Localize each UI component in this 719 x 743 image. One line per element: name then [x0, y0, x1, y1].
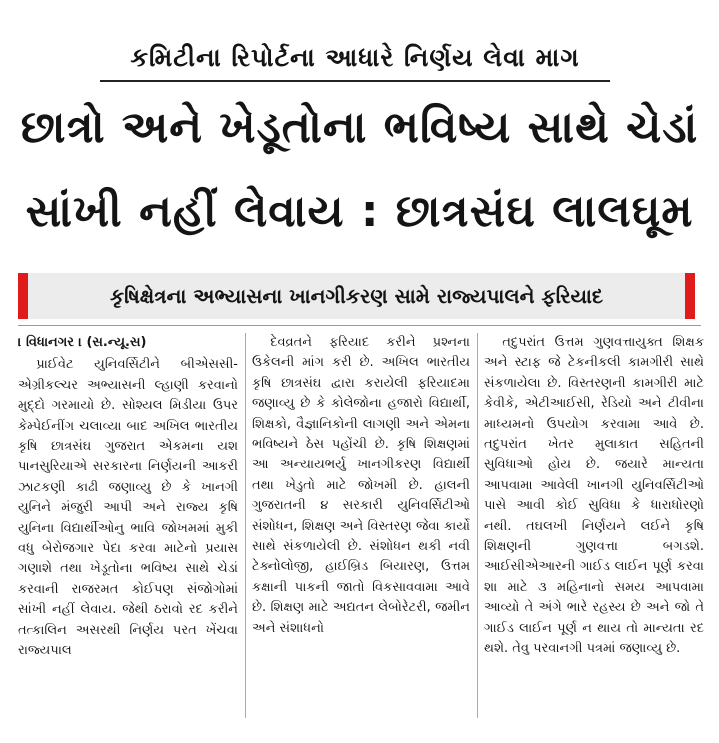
article-column-3 — [484, 333, 704, 725]
main-headline-line-1: છાત્રો અને ખેડૂતોના ભવિષ્ય સાથે ચેડાં — [20, 102, 699, 153]
column-separator — [477, 333, 478, 718]
kicker-headline: કમિટીના રિપોર્ટના આધારે નિર્ણય લેવા માગ — [100, 36, 610, 82]
article-column-1 — [18, 333, 238, 725]
dateline: । વિધાનગર । (સ.ન્યૂ.સ) — [18, 335, 147, 350]
main-headline-line-2: સાંખી નહીં લેવાય : છાત્રસંઘ લાલઘૂમ — [25, 186, 694, 237]
column-1-text: પ્રાઈવેટ યુનિવર્સિટીને બીએસસી-એગ્રીકલ્ચર અભ્યાસની લ્હાણી કરવાનો મુદ્દો ગરમાયો છે. સોશ્યલ મિડીયા ઉપર કેમ્પેઈનીંગ ચલાવ્યા બાદ અખિલ ભારતીય કૃષિ છાત્રસંઘ ગુજરાત એકમના યશ પાનસુરિયાએ સરકારના નિર્ણયની આકરી ઝાટકણી કાઢી જણાવ્યુ છે કે ખાનગી યુનિને મંજુરી આપી અને રાજ્ય કૃષિ યુનિના વિદ્યાર્થીઓનુ ભાવિ જોખમમાં મુકી વધુ બેરોજગાર પેદા કરવા માટેનો પ્રયાસ ગણાશે તથા ખેડૂતોના ભવિષ્ય સાથે ચેડાં કરવાની રાજરમત કોઈપણ સંજોગોમાં સાંખી નહીં લેવાય. જેથી ઠરાવો રદ કરીને તત્કાલિન અસરથી નિર્ણય પરત ખેંચવા રાજ્યપાલ — [18, 357, 238, 659]
subheadline-banner: કૃષિક્ષેત્રના અભ્યાસના ખાનગીકરણ સામે રાજ્યપાલને ફરિયાદ — [18, 273, 695, 319]
column-separator — [245, 333, 246, 718]
column-2-text: દેવવ્રતને ફરિયાદ કરીને પ્રશ્નના ઉકેલની માંગ કરી છે. અખિલ ભારતીય કૃષિ છાત્રસંઘ દ્વારા કરાયેલી ફરિયાદમા જણાવ્યુ છે કે કોલેજોના હજારો વિદ્યાર્થી, શિક્ષકો, વૈજ્ઞાનિકોની લાગણી અને એમના ભવિષ્યને ઠેસ પહોંચી છે. કૃષિ શિક્ષણમાં આ અન્યાયભર્યુ ખાનગીકરણ વિદ્યાર્થી તથા ખેડુતો માટે જોખમી છે. હાલની ગુજરાતની ૪ સરકારી યુનિવર્સિટીઓ સંશોધન, શિક્ષણ અને વિસ્તરણ જેવા કાર્યો સાથે સંકળાયેલી છે. સંશોધન થકી નવી ટેક્નોલોજી, હાઈબ્રિડ બિયારણ, ઉત્તમ કક્ષાની પાકની જાતો વિકસાવવામા આવે છે. શિક્ષણ માટે અદ્યતન લેબોરેટરી, જમીન અને સંશાધનો — [252, 335, 470, 636]
column-3-text: તદુપરાંત ઉત્તમ ગુણવત્તાયુક્ત શિક્ષક અને સ્ટાફ જે ટેકનીકલી કામગીરી સાથે સંકળાયેલા છે. વિસ્તરણની કામગીરી માટે કેવીકે, એટીઆઈસી, રેડિયો અને ટીવીના માધ્યમનો ઉપયોગ કરવામા આવે છે. તદુપરાંત ખેતર મુલાકાત સહિતની સુવિધાઓ હોય છે. જયારે માન્યતા આપવામા આવેલી ખાનગી યુનિવર્સિટીઓ પાસે આવી કોઈ સુવિધા કે ધારાધોરણો નથી. તઘલખી નિર્ણયને લઈને કૃષિ શિક્ષણની ગુણવત્તા બગડશે. આઈસીએઆરની ગાઈડ લાઈન પૂર્ણ કરવા શા માટે ૩ મહિનાનો સમય આપવામા આવ્યો તે અંગે ભારે રહસ્ય છે અને જો તે ગાઈડ લાઈન પૂર્ણ ન થાય તો માન્યતા રદ થશે. તેવુ પરવાનગી પત્રમાં જણાવ્યુ છે. — [484, 335, 704, 657]
divider-rule — [18, 325, 701, 326]
article-column-2 — [252, 333, 470, 725]
